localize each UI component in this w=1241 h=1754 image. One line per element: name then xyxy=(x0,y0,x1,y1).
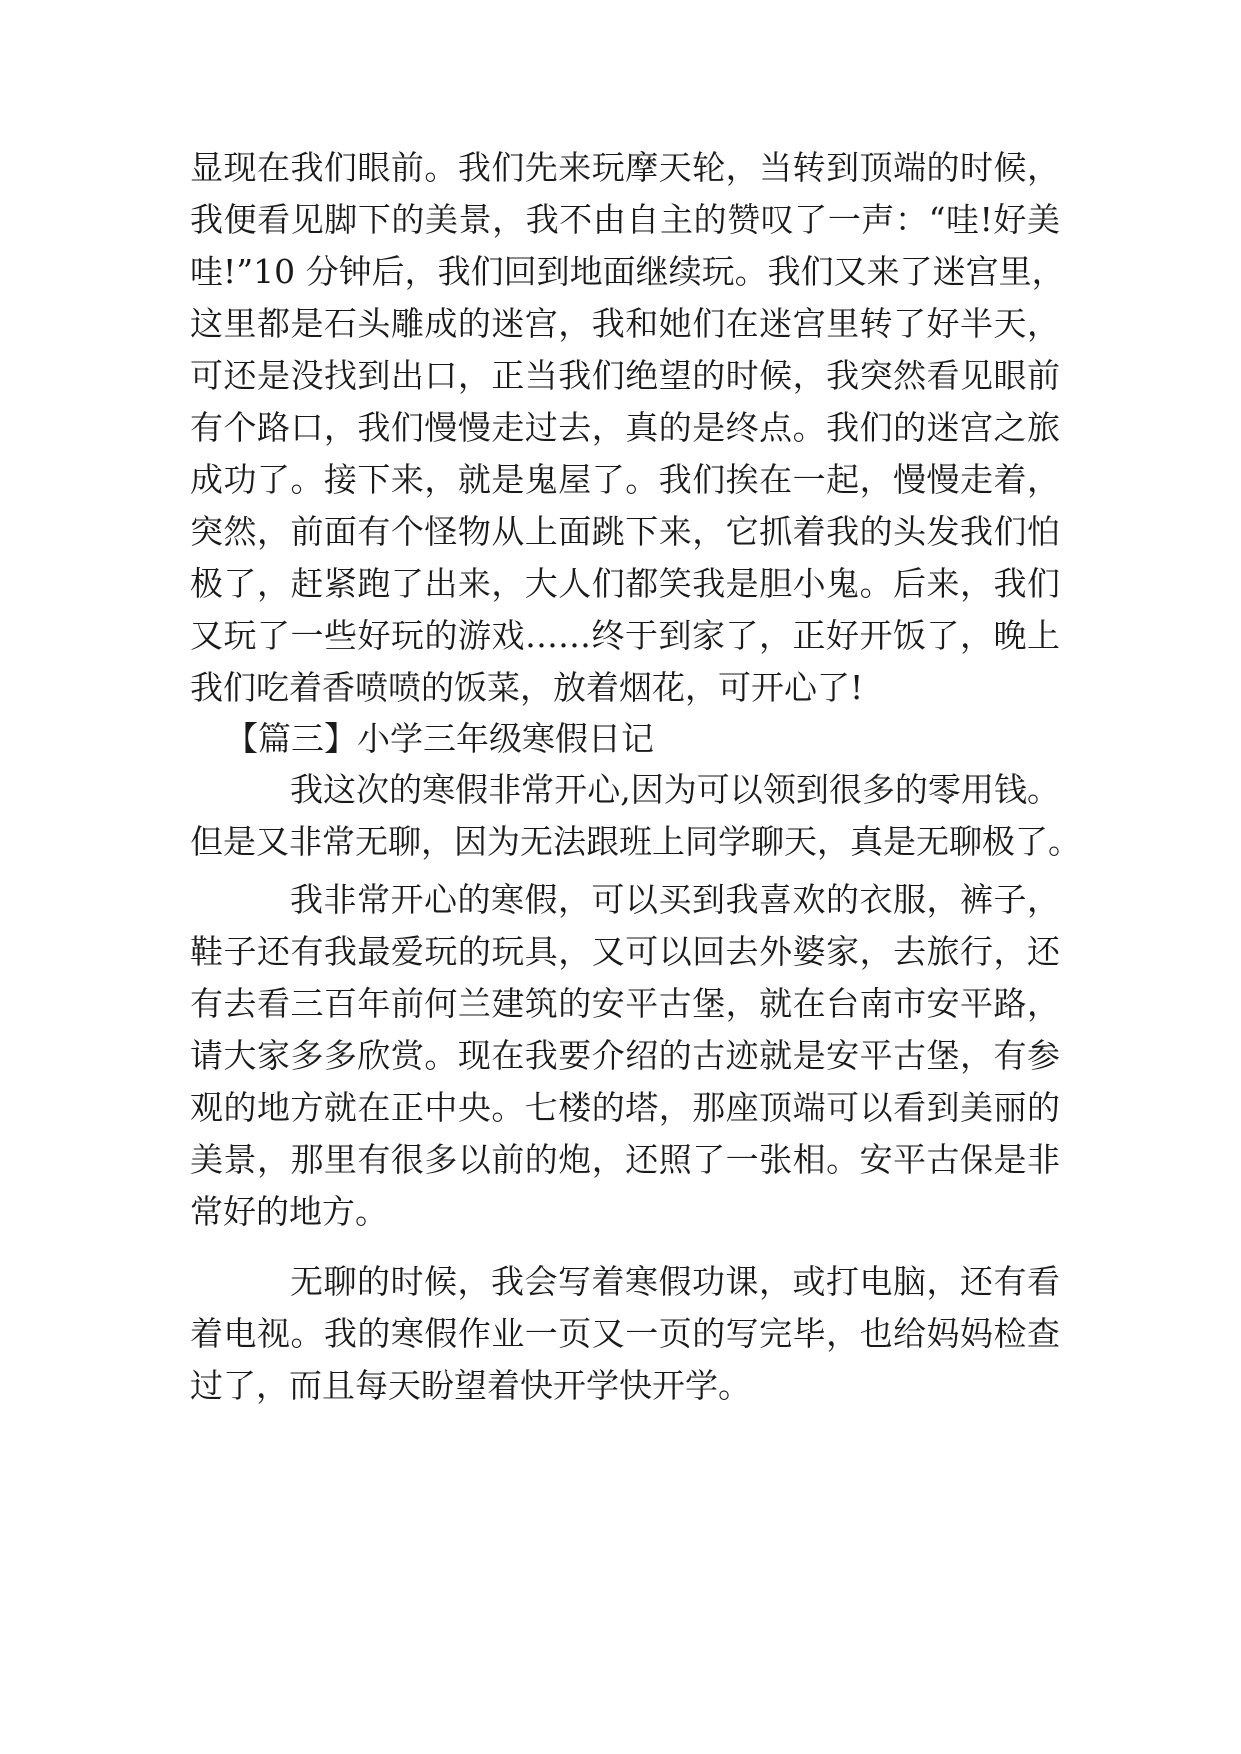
text-line: 显现在我们眼前。我们先来玩摩天轮，当转到顶端的时候， xyxy=(190,148,1060,187)
text-line: 过了，而且每天盼望着快开学快开学。 xyxy=(190,1366,751,1405)
text-line: 这里都是石头雕成的迷宫，我和她们在迷宫里转了好半天， xyxy=(190,304,1060,343)
text-line: 无聊的时候，我会写着寒假功课，或打电脑，还有看 xyxy=(290,1262,1060,1301)
text-line: 有个路口，我们慢慢走过去，真的是终点。我们的迷宫之旅 xyxy=(190,408,1060,447)
text-line: 可还是没找到出口，正当我们绝望的时候，我突然看见眼前 xyxy=(190,356,1060,395)
text-line: 我非常开心的寒假，可以买到我喜欢的衣服，裤子， xyxy=(290,880,1060,919)
text-line: 常好的地方。 xyxy=(190,1192,388,1231)
text-line: 请大家多多欣赏。现在我要介绍的古迹就是安平古堡，有参 xyxy=(190,1036,1060,1075)
text-line: 哇!”10 分钟后，我们回到地面继续玩。我们又来了迷宫里， xyxy=(190,252,1065,291)
text-line: 鞋子还有我最爱玩的玩具，又可以回去外婆家，去旅行，还 xyxy=(190,932,1060,971)
text-line: 我便看见脚下的美景，我不由自主的赞叹了一声：“哇!好美 xyxy=(190,200,1060,239)
text-line: 我们吃着香喷喷的饭菜，放着烟花，可开心了! xyxy=(190,668,864,707)
text-line: 着电视。我的寒假作业一页又一页的写完毕，也给妈妈检查 xyxy=(190,1314,1060,1353)
text-line: 观的地方就在正中央。七楼的塔，那座顶端可以看到美丽的 xyxy=(190,1088,1060,1127)
text-line: 又玩了一些好玩的游戏……终于到家了，正好开饭了，晚上 xyxy=(190,616,1060,655)
text-line: 成功了。接下来，就是鬼屋了。我们挨在一起，慢慢走着， xyxy=(190,460,1060,499)
text-line: 美景，那里有很多以前的炮，还照了一张相。安平古保是非 xyxy=(190,1140,1060,1179)
text-line: 极了，赶紧跑了出来，大人们都笑我是胆小鬼。后来，我们 xyxy=(190,564,1060,603)
text-line: 但是又非常无聊，因为无法跟班上同学聊天，真是无聊极了。 xyxy=(190,822,1081,861)
text-line: 我这次的寒假非常开心,因为可以领到很多的零用钱。 xyxy=(290,770,1060,809)
text-line: 有去看三百年前何兰建筑的安平古堡，就在台南市安平路， xyxy=(190,984,1060,1023)
section-heading: 【篇三】小学三年级寒假日记 xyxy=(225,719,654,758)
text-line: 突然，前面有个怪物从上面跳下来，它抓着我的头发我们怕 xyxy=(190,512,1060,551)
